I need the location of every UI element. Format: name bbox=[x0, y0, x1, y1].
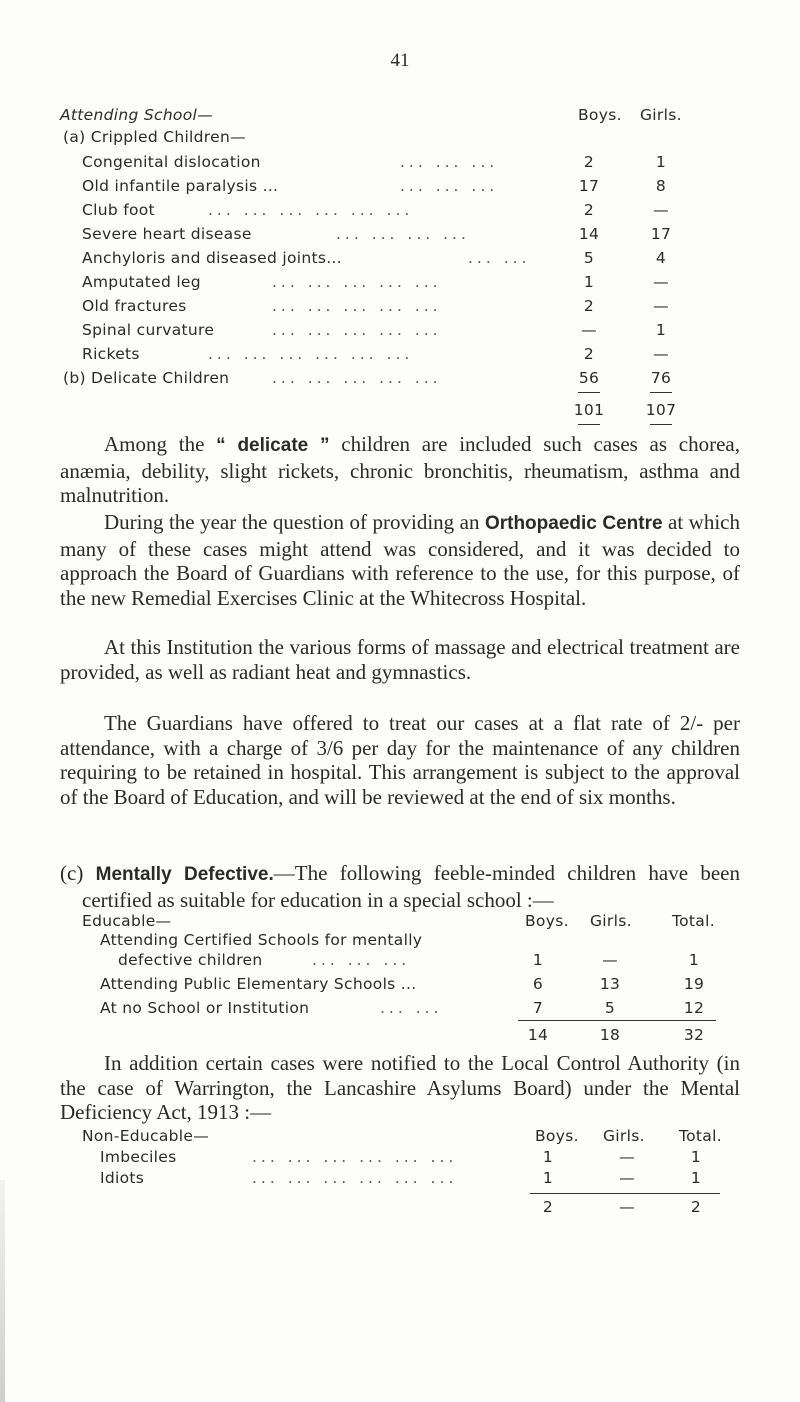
scan-edge-shadow bbox=[0, 1180, 5, 1402]
row-boys: 56 bbox=[578, 369, 600, 387]
row-boys: 1 bbox=[542, 1169, 554, 1187]
total-boys: 101 bbox=[573, 401, 605, 419]
row-girls: 13 bbox=[599, 975, 621, 993]
paragraph-delicate: Among the “ delicate ” children are included such cases as chorea, anæmia, debility, slight rickets, chronic bronchitis, rheumatism, asthma and malnutrition. bbox=[60, 432, 741, 507]
leader-dots: ... ... ... bbox=[400, 153, 499, 171]
row-total: 1 bbox=[690, 1148, 702, 1166]
total-girls: 107 bbox=[645, 401, 677, 419]
attending-col-girls: Girls. bbox=[640, 106, 682, 124]
paragraph-local-control: In addition certain cases were notified to the Local Control Authority (in the case of Warrington, the Lancashire Asylums Board) under the Mental Deficiency Act, 1913 :— bbox=[60, 1051, 740, 1124]
leader-dots: ... ... ... ... ... bbox=[272, 273, 442, 291]
row-label: Imbeciles bbox=[100, 1148, 177, 1166]
leader-dots: ... ... ... ... bbox=[336, 225, 470, 243]
row-girls: 1 bbox=[655, 321, 667, 339]
sum-rule bbox=[578, 392, 600, 393]
row-boys: 5 bbox=[583, 249, 595, 267]
sum-rule bbox=[650, 424, 672, 425]
row-boys: 2 bbox=[583, 345, 595, 363]
leader-dots: ... ... ... ... ... ... bbox=[208, 201, 414, 219]
row-girls: 17 bbox=[650, 225, 672, 243]
row-girls: — bbox=[602, 951, 618, 969]
sum-rule bbox=[518, 1020, 716, 1021]
row-girls: 1 bbox=[655, 153, 667, 171]
row-label: At no School or Institution bbox=[100, 999, 310, 1017]
row-boys: 2 bbox=[583, 297, 595, 315]
row-total: 12 bbox=[683, 999, 705, 1017]
row-girls: — bbox=[619, 1169, 635, 1187]
paragraph-mentally-defective: (c) Mentally Defective.—The following feeble-minded children have been certified as suitable for education in a special school :— bbox=[60, 861, 740, 912]
leader-dots: ... ... ... ... ... ... bbox=[252, 1148, 458, 1166]
leader-dots: ... ... ... bbox=[312, 951, 411, 969]
row-boys: 2 bbox=[583, 153, 595, 171]
sum-rule bbox=[650, 392, 672, 393]
row-boys: 17 bbox=[578, 177, 600, 195]
row-girls: — bbox=[653, 273, 669, 291]
paragraph-orthopaedic: During the year the question of providing an Orthopaedic Centre at which many of these cases might attend was considered, and it was decided to approach the Board of Guardians with reference to the use, for this purpose, of the new Remedial Exercises Clinic at the Whitecross Hospital. bbox=[60, 510, 741, 610]
row-total: 19 bbox=[683, 975, 705, 993]
row-girls: — bbox=[653, 201, 669, 219]
leader-dots: ... ... ... ... ... bbox=[272, 321, 442, 339]
row-girls: — bbox=[619, 1148, 635, 1166]
row-total: 1 bbox=[688, 951, 700, 969]
page-number: 41 bbox=[390, 50, 410, 71]
row-label: Anchyloris and diseased joints... bbox=[82, 249, 342, 267]
row-girls: 4 bbox=[655, 249, 667, 267]
non-educable-col-boys: Boys. bbox=[535, 1127, 579, 1145]
total-total: 32 bbox=[683, 1026, 705, 1044]
educable-col-girls: Girls. bbox=[590, 912, 632, 930]
total-girls: — bbox=[619, 1198, 635, 1216]
paragraph-guardians: The Guardians have offered to treat our cases at a flat rate of 2/- per attendance, with a charge of 3/6 per day for the maintenance of any children requiring to be retained in hospital. This arrangement is subject to the approval of the Board of Education, and will be reviewed at the end of six months. bbox=[60, 711, 740, 809]
row-boys: 7 bbox=[532, 999, 544, 1017]
educable-col-total: Total. bbox=[672, 912, 715, 930]
attending-heading: Attending School— bbox=[60, 106, 213, 124]
leader-dots: ... ... ... bbox=[400, 177, 499, 195]
row-label: Attending Public Elementary Schools ... bbox=[100, 975, 417, 993]
row-girls: 76 bbox=[650, 369, 672, 387]
leader-dots: ... ... bbox=[468, 249, 531, 267]
attending-col-boys: Boys. bbox=[578, 106, 622, 124]
row-boys: 1 bbox=[532, 951, 544, 969]
attending-sub-a: (a) Crippled Children— bbox=[63, 128, 246, 146]
total-boys: 14 bbox=[527, 1026, 549, 1044]
leader-dots: ... ... ... ... ... bbox=[272, 297, 442, 315]
sum-rule bbox=[530, 1193, 720, 1194]
row-label: Attending Certified Schools for mentally bbox=[100, 931, 423, 949]
row-label: Club foot bbox=[82, 201, 155, 219]
total-girls: 18 bbox=[599, 1026, 621, 1044]
total-total: 2 bbox=[690, 1198, 702, 1216]
row-label: Severe heart disease bbox=[82, 225, 252, 243]
paragraph-institution: At this Institution the various forms of massage and electrical treatment are provided, as well as radiant heat and gymnastics. bbox=[60, 635, 740, 684]
row-label: Idiots bbox=[100, 1169, 145, 1187]
row-girls: 8 bbox=[655, 177, 667, 195]
row-label: Old fractures bbox=[82, 297, 187, 315]
row-boys: 14 bbox=[578, 225, 600, 243]
row-label: Old infantile paralysis ... bbox=[82, 177, 279, 195]
row-label: Amputated leg bbox=[82, 273, 201, 291]
leader-dots: ... ... ... ... ... bbox=[272, 369, 442, 387]
leader-dots: ... ... ... ... ... ... bbox=[208, 345, 414, 363]
non-educable-col-total: Total. bbox=[679, 1127, 722, 1145]
row-boys: — bbox=[581, 321, 597, 339]
total-boys: 2 bbox=[542, 1198, 554, 1216]
row-label: Rickets bbox=[82, 345, 140, 363]
row-label: Spinal curvature bbox=[82, 321, 215, 339]
sum-rule bbox=[578, 424, 600, 425]
row-total: 1 bbox=[690, 1169, 702, 1187]
row-boys: 6 bbox=[532, 975, 544, 993]
leader-dots: ... ... bbox=[380, 999, 443, 1017]
row-girls: — bbox=[653, 297, 669, 315]
educable-col-boys: Boys. bbox=[525, 912, 569, 930]
row-label: Congenital dislocation bbox=[82, 153, 261, 171]
row-boys: 2 bbox=[583, 201, 595, 219]
row-label: (b) Delicate Children bbox=[63, 369, 230, 387]
row-boys: 1 bbox=[583, 273, 595, 291]
non-educable-heading: Non-Educable— bbox=[82, 1127, 210, 1145]
non-educable-col-girls: Girls. bbox=[603, 1127, 645, 1145]
row-label: defective children bbox=[118, 951, 263, 969]
educable-heading: Educable— bbox=[82, 912, 172, 930]
leader-dots: ... ... ... ... ... ... bbox=[252, 1169, 458, 1187]
row-girls: — bbox=[653, 345, 669, 363]
row-girls: 5 bbox=[604, 999, 616, 1017]
row-boys: 1 bbox=[542, 1148, 554, 1166]
